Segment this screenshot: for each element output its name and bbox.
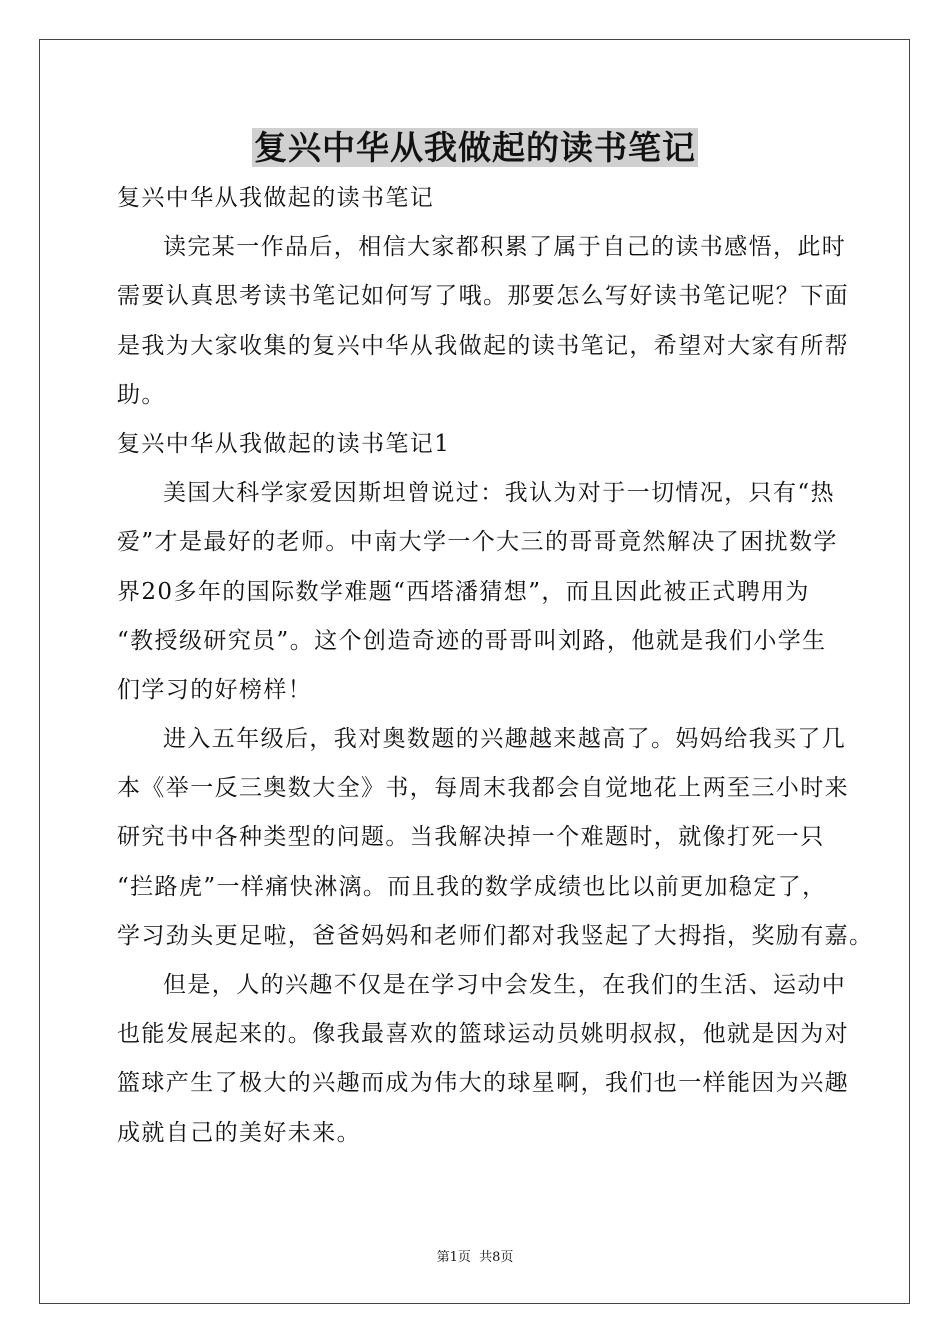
text-line: 学习劲头更足啦，爸爸妈妈和老师们都对我竖起了大拇指，奖励有嘉。 — [117, 922, 874, 949]
page-number: 第1页 — [436, 1250, 471, 1265]
page-total: 共8页 — [479, 1250, 514, 1265]
text-line: “拦路虎”一样痛快淋漓。而且我的数学成绩也比以前更加稳定了， — [117, 873, 827, 900]
text-line: 助。 — [117, 381, 166, 408]
text-line: 本《举一反三奥数大全》书，每周末我都会自觉地花上两至三小时来 — [117, 775, 849, 802]
page-footer — [0, 1246, 950, 1265]
text-line: 但是，人的兴趣不仅是在学习中会发生，在我们的生活、运动中 — [163, 972, 847, 998]
text-line: 需要认真思考读书笔记如何写了哦。那要怎么写好读书笔记呢？下面 — [117, 283, 849, 310]
text-line: 成就自己的美好未来。 — [117, 1119, 361, 1146]
text-line: 复兴中华从我做起的读书笔记1 — [117, 430, 451, 457]
text-line: 美国大科学家爱因斯坦曾说过：我认为对于一切情况，只有“热 — [163, 480, 835, 507]
text-line: 是我为大家收集的复兴中华从我做起的读书笔记，希望对大家有所帮 — [117, 332, 849, 359]
text-line: 复兴中华从我做起的读书笔记 — [117, 185, 435, 211]
text-line: 进入五年级后，我对奥数题的兴趣越来越高了。妈妈给我买了几 — [163, 726, 847, 753]
text-line: “教授级研究员”。这个创造奇迹的哥哥叫刘路，他就是我们小学生 — [117, 627, 827, 654]
text-line: 们学习的好榜样！ — [117, 676, 313, 703]
page-title — [0, 126, 950, 170]
page-title-text: 复兴中华从我做起的读书笔记 — [254, 128, 696, 167]
text-line: 篮球产生了极大的兴趣而成为伟大的球星啊，我们也一样能因为兴趣 — [117, 1070, 849, 1097]
text-line: 爱”才是最好的老师。中南大学一个大三的哥哥竟然解决了困扰数学 — [117, 529, 838, 556]
text-line: 读完某一作品后，相信大家都积累了属于自己的读书感悟，此时 — [163, 234, 847, 261]
document-body — [117, 174, 874, 1158]
text-line: 研究书中各种类型的问题。当我解决掉一个难题时，就像打死一只 — [117, 824, 825, 851]
text-line: 界20多年的国际数学难题“西塔潘猜想”，而且因此被正式聘用为 — [117, 578, 810, 605]
text-line: 也能发展起来的。像我最喜欢的篮球运动员姚明叔叔，他就是因为对 — [117, 1021, 849, 1048]
